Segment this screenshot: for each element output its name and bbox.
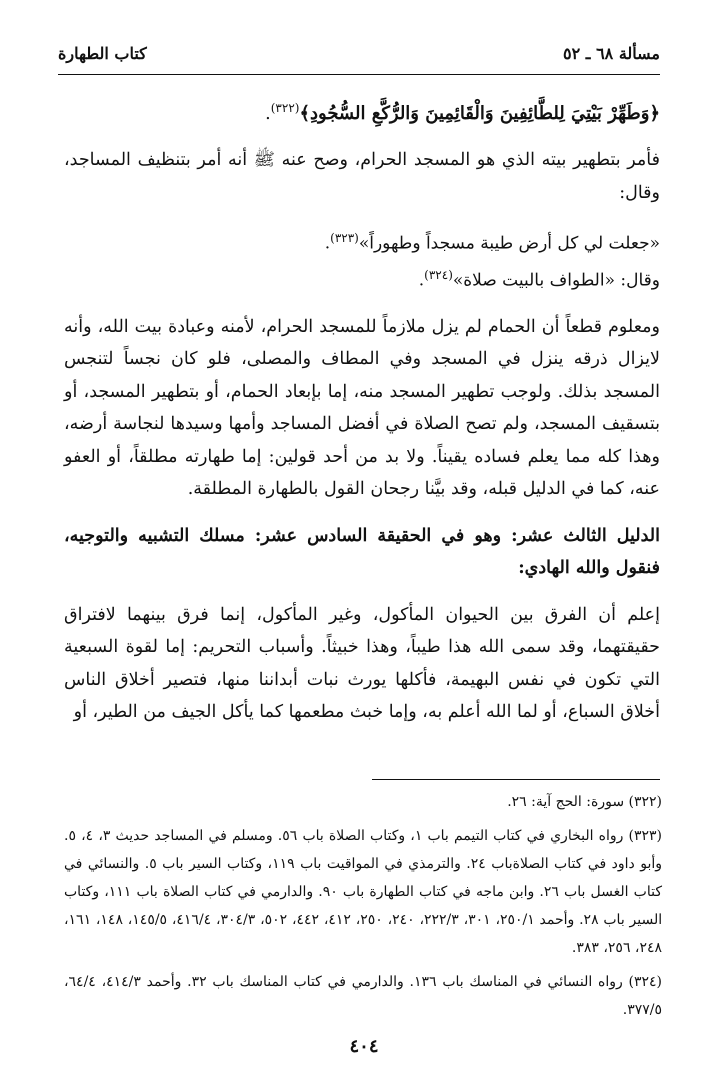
verse-footnote-ref: (٣٢٢) <box>270 101 300 115</box>
spacer <box>64 585 660 599</box>
spacer <box>64 506 660 520</box>
main-text <box>64 92 660 729</box>
quran-verse: ﴿وَطَهِّرْ بَيْتِيَ لِلطَّائِفِينَ وَالْقَائِمِينَ وَالرُّكَّعِ السُّجُودِ﴾ <box>299 102 660 124</box>
spacer <box>64 297 660 311</box>
paragraph-2: ومعلوم قطعاً أن الحمام لم يزل ملازماً للمسجد الحرام، لأمنه وعبادة بيت الله، وأنه لايزال ذرقه ينزل في المسجد وفي المطاف والمصلى، فلو كان نجساً لتنجس المسجد بذلك. ولوجب تطهير المسجد منه، إما بإبعاد الحمام، أو بتطهير المسجد، أو بتسقيف المسجد، ولم تصح الصلاة في أفضل المساجد وأمها وسيدها لنجاسة أرضه، وهذا كله مما يعلم فساده يقيناً. ولا بد من أحد قولين: إما طهارته مطلقاً، أو العفو عنه، كما في الدليل قبله، وقد بيَّنا رجحان القول بالطهارة المطلقة. <box>64 316 660 500</box>
footnote-ref-323: (٣٢٣) <box>330 231 359 246</box>
paragraph-3: إعلم أن الفرق بين الحيوان المأكول، وغير المأكول، إنما فرق بينهما لافتراق حقيقتهما، وقد سمى الله هذا طيباً، وهذا خبيثاً. وأسباب التحريم: إما لقوة السبعية التي تكون في نفس البهيمة، فأكلها يورث نبات أبداننا منها، فتصير أخلاق الناس أخلاق السباع، أو لما الله أعلم به، وإما خبث مطعمها كما يأكل الجيف من الطير، أو <box>64 604 660 723</box>
book-title: كتاب الطهارة <box>58 44 147 63</box>
running-header <box>58 40 660 75</box>
footnotes <box>64 788 662 1030</box>
footnote-323: (٣٢٣) رواه البخاري في كتاب التيمم باب ١، وكتاب الصلاة باب ٥٦. ومسلم في المساجد حديث ٣، ٤، ٥. وأبو داود في كتاب الصلاةباب ٢٤. والترمذي في المواقيت باب ١١٩، وكتاب السير باب ٥. والنسائي في كتاب الغسل باب ٢٦. وابن ماجه في كتاب الطهارة باب ٩٠. والدارمي في كتاب الصلاة باب ١١١، وكتاب السير باب ٢٨. وأحمد ٢٥٠/١، ٣٠١، ٢٢٢/٣، ٢٤٠، ٢٥٠، ٤١٢، ٤٤٢، ٥٠٢، ٣٠٤/٣، ٤١٦/٤، ١٤٥/٥، ١٤٨، ١٦١، ٢٤٨، ٢٥٦، ٣٨٣. <box>64 828 663 956</box>
page-number: ٤٠٤ <box>349 1036 379 1057</box>
footnote-ref-324: (٣٢٤) <box>424 267 453 282</box>
section-heading: الدليل الثالث عشر: وهو في الحقيقة السادس عشر: مسلك التشبيه والتوجيه، فنقول والله الهادي: <box>64 525 660 579</box>
footnote-322: (٣٢٢) سورة: الحج آية: ٢٦. <box>507 794 662 810</box>
verse-line: ﴿وَطَهِّرْ بَيْتِيَ لِلطَّائِفِينَ وَالْقَائِمِينَ وَالرُّكَّعِ السُّجُودِ﴾$^{(٣٢٢)}$. <box>265 101 660 124</box>
spacer <box>64 209 660 223</box>
hadith-text-1: «جعلت لي كل أرض طيبة مسجداً وطهوراً» <box>358 233 660 254</box>
footnote-divider <box>372 779 660 780</box>
spacer <box>64 130 660 144</box>
footnote-324: (٣٢٤) رواه النسائي في المناسك باب ١٣٦. والدارمي في كتاب المناسك باب ٣٢. وأحمد ٤١٤/٣، ٦٤/٤، ٣٧٧/٥. <box>64 974 662 1018</box>
hadith-text-2: «الطواف بالبيت صلاة» <box>452 270 615 291</box>
hadith-quote-2: وقال: «الطواف بالبيت صلاة»$^{(٣٢٤)}$. <box>418 267 660 291</box>
hadith-quote-1: «جعلت لي كل أرض طيبة مسجداً وطهوراً»$^{(٣٢٣)}$. <box>324 231 660 254</box>
paragraph-1: فأمر بتطهير بيته الذي هو المسجد الحرام، وصح عنه ﷺ أنه أمر بتنظيف المساجد، وقال: <box>64 150 660 203</box>
issue-number: مسألة ٦٨ ـ ٥٢ <box>563 44 660 63</box>
hadith-lead-2: وقال: <box>615 270 660 291</box>
